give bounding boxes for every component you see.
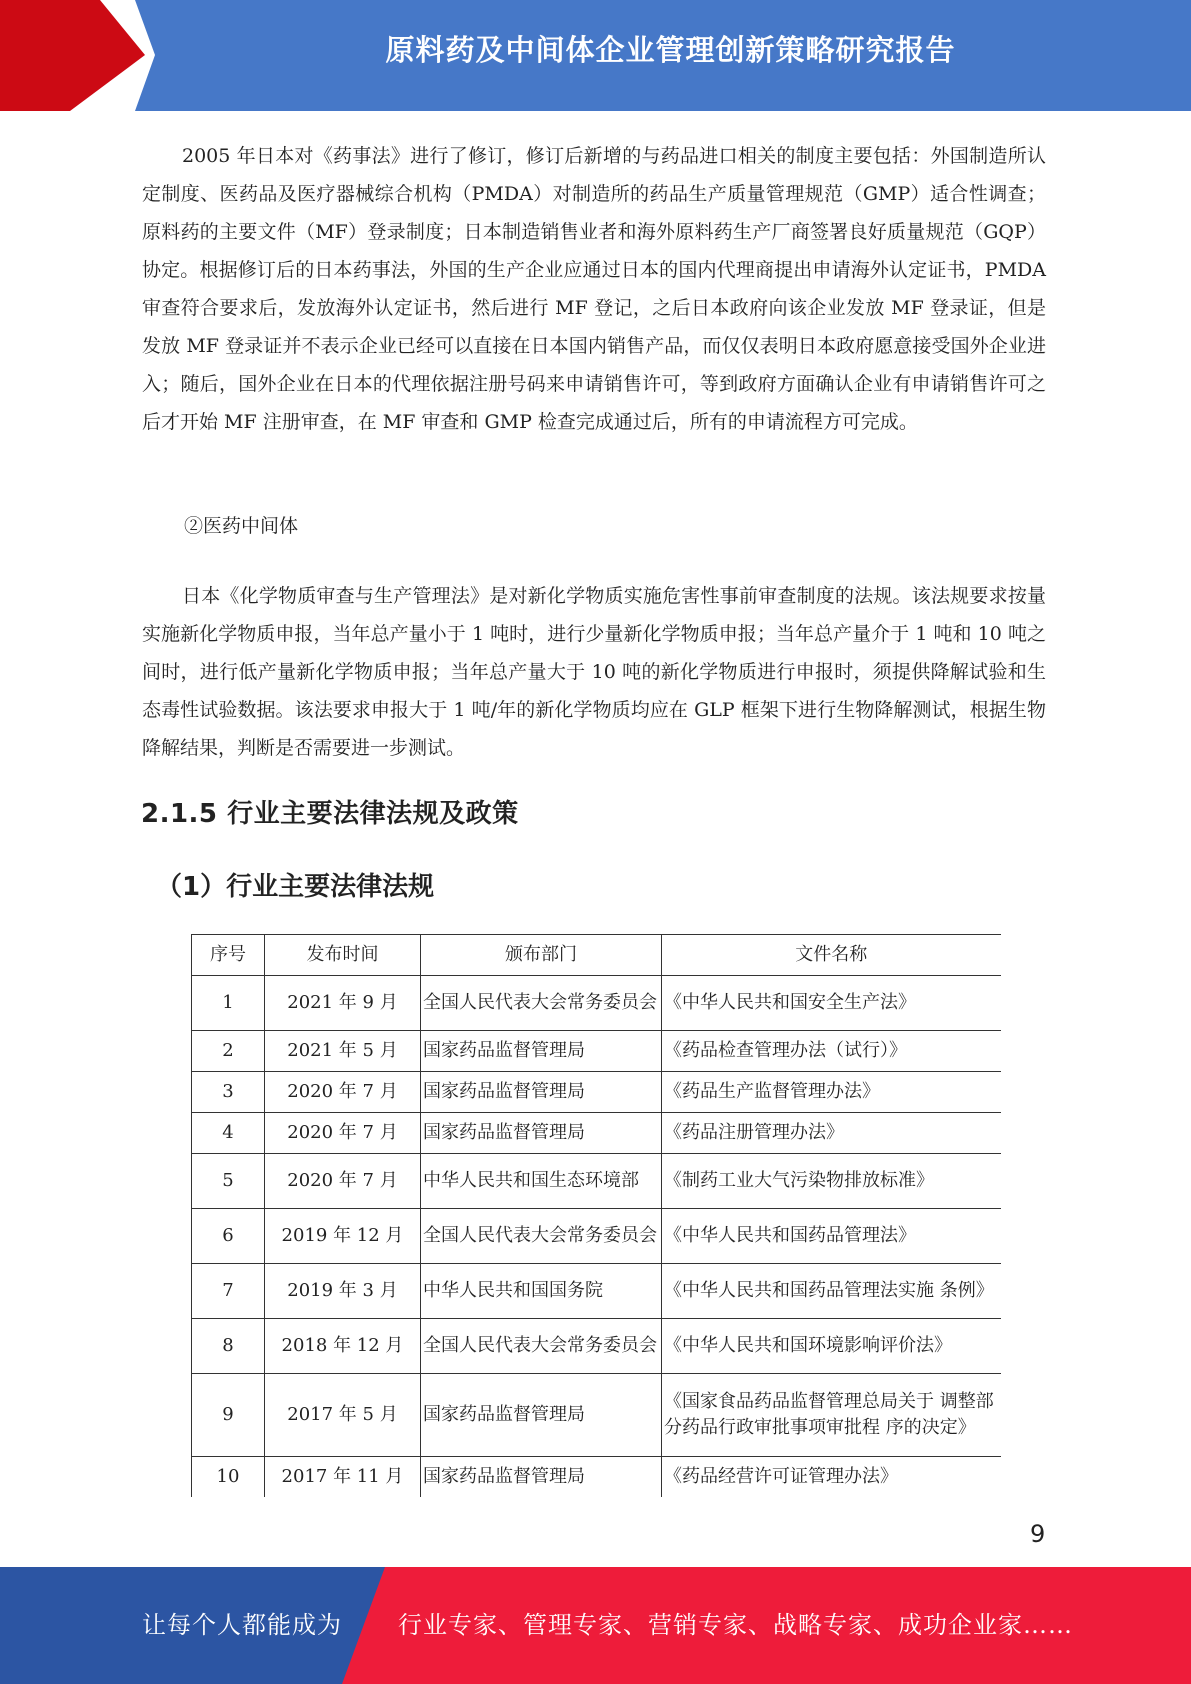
cell-num: 7 [192, 1264, 265, 1319]
cell-date: 2019 年 12 月 [265, 1209, 421, 1264]
table-row [192, 1209, 1001, 1264]
cell-date: 2021 年 9 月 [265, 976, 421, 1031]
paragraph-pmda-process: 2005 年日本对《药事法》进行了修订，修订后新增的与药品进口相关的制度主要包括：外国制造所认定制度、医药品及医疗器械综合机构（PMDA）对制造所的药品生产质量管理规范（GMP）适合性调查；原料药的主要文件（MF）登录制度；日本制造销售业者和海外原料药生产厂商签署良好质量规范（GQP）协定。根据修订后的日本药事法，外国的生产企业应通过日本的国内代理商提出申请海外认定证书，PMDA 审查符合要求后，发放海外认定证书，然后进行 MF 登记，之后日本政府向该企业发放 MF 登录证，但是发放 MF 登录证并不表示企业已经可以直接在日本国内销售产品，而仅仅表明日本政府愿意接受国外企业进入；随后，国外企业在日本的代理依据注册号码来申请销售许可，等到政府方面确认企业有申请销售许可之后才开始 MF 注册审查，在 MF 审查和 GMP 检查完成通过后，所有的申请流程方可完成。 [142, 145, 1046, 433]
cell-num: 2 [192, 1031, 265, 1072]
cell-doc: 《中华人民共和国安全生产法》 [662, 976, 1001, 1031]
cell-doc: 《国家食品药品监督管理总局关于 调整部分药品行政审批事项审批程 序的决定》 [662, 1374, 1001, 1457]
table-row [192, 1031, 1001, 1072]
cell-date: 2017 年 11 月 [265, 1457, 421, 1497]
table-row [192, 1374, 1001, 1457]
cell-num: 10 [192, 1457, 265, 1497]
cell-dept: 中华人民共和国国务院 [421, 1264, 662, 1319]
cell-num: 3 [192, 1072, 265, 1113]
cell-num: 9 [192, 1374, 265, 1457]
cell-date: 2019 年 3 月 [265, 1264, 421, 1319]
column-header-dept: 颁布部门 [421, 935, 662, 976]
cell-dept: 国家药品监督管理局 [421, 1374, 662, 1457]
cell-dept: 国家药品监督管理局 [421, 1031, 662, 1072]
table-row [192, 1072, 1001, 1113]
cell-num: 4 [192, 1113, 265, 1154]
cell-dept: 国家药品监督管理局 [421, 1457, 662, 1497]
cell-doc: 《中华人民共和国药品管理法实施 条例》 [662, 1264, 1001, 1319]
cell-num: 8 [192, 1319, 265, 1374]
cell-doc: 《药品生产监督管理办法》 [662, 1072, 1001, 1113]
cell-num: 1 [192, 976, 265, 1031]
subsection-heading: （1）行业主要法律法规 [156, 872, 435, 902]
cell-date: 2017 年 5 月 [265, 1374, 421, 1457]
cell-doc: 《中华人民共和国药品管理法》 [662, 1209, 1001, 1264]
table-row [192, 1319, 1001, 1374]
section-heading: 2.1.5 行业主要法律法规及政策 [141, 799, 519, 829]
cell-dept: 国家药品监督管理局 [421, 1113, 662, 1154]
cell-doc: 《制药工业大气污染物排放标准》 [662, 1154, 1001, 1209]
cell-doc: 《药品注册管理办法》 [662, 1113, 1001, 1154]
cell-date: 2020 年 7 月 [265, 1072, 421, 1113]
cell-dept: 全国人民代表大会常务委员会 [421, 1209, 662, 1264]
cell-dept: 中华人民共和国生态环境部 [421, 1154, 662, 1209]
column-header-num: 序号 [192, 935, 265, 976]
page-number: 9 [1030, 1520, 1046, 1548]
cell-date: 2018 年 12 月 [265, 1319, 421, 1374]
table-header-row [192, 935, 1001, 976]
cell-dept: 全国人民代表大会常务委员会 [421, 976, 662, 1031]
cell-num: 5 [192, 1154, 265, 1209]
cell-doc: 《药品检查管理办法（试行）》 [662, 1031, 1001, 1072]
cell-date: 2020 年 7 月 [265, 1113, 421, 1154]
table-row [192, 1264, 1001, 1319]
cell-dept: 全国人民代表大会常务委员会 [421, 1319, 662, 1374]
paragraph-chemical-law: 日本《化学物质审查与生产管理法》是对新化学物质实施危害性事前审查制度的法规。该法规要求按量实施新化学物质申报，当年总产量小于 1 吨时，进行少量新化学物质申报；当年总产量介于 1 吨和 10 吨之间时，进行低产量新化学物质申报；当年总产量大于 10 吨的新化学物质进行申报时，须提供降解试验和生态毒性试验数据。该法要求申报大于 1 吨/年的新化学物质均应在 GLP 框架下进行生物降解测试，根据生物降解结果，判断是否需要进一步测试。 [142, 585, 1046, 759]
report-title: 原料药及中间体企业管理创新策略研究报告 [385, 33, 956, 67]
table-row [192, 1457, 1001, 1497]
cell-date: 2020 年 7 月 [265, 1154, 421, 1209]
footer-slogan-right: 行业专家、管理专家、营销专家、战略专家、成功企业家…… [398, 1611, 1073, 1639]
table-row [192, 976, 1001, 1031]
footer-slogan-left: 让每个人都能成为 [142, 1611, 342, 1639]
cell-date: 2021 年 5 月 [265, 1031, 421, 1072]
header-red-block [0, 0, 60, 111]
page-footer-banner [0, 1567, 1191, 1684]
cell-doc: 《中华人民共和国环境影响评价法》 [662, 1319, 1001, 1374]
cell-dept: 国家药品监督管理局 [421, 1072, 662, 1113]
column-header-doc: 文件名称 [662, 935, 1001, 976]
page-header-banner [0, 0, 1191, 111]
cell-doc: 《药品经营许可证管理办法》 [662, 1457, 1001, 1497]
subheading-pharma-intermediates: ②医药中间体 [184, 515, 299, 537]
column-header-date: 发布时间 [265, 935, 421, 976]
table-row [192, 1113, 1001, 1154]
table-row [192, 1154, 1001, 1209]
cell-num: 6 [192, 1209, 265, 1264]
regulations-table [191, 934, 1001, 1497]
